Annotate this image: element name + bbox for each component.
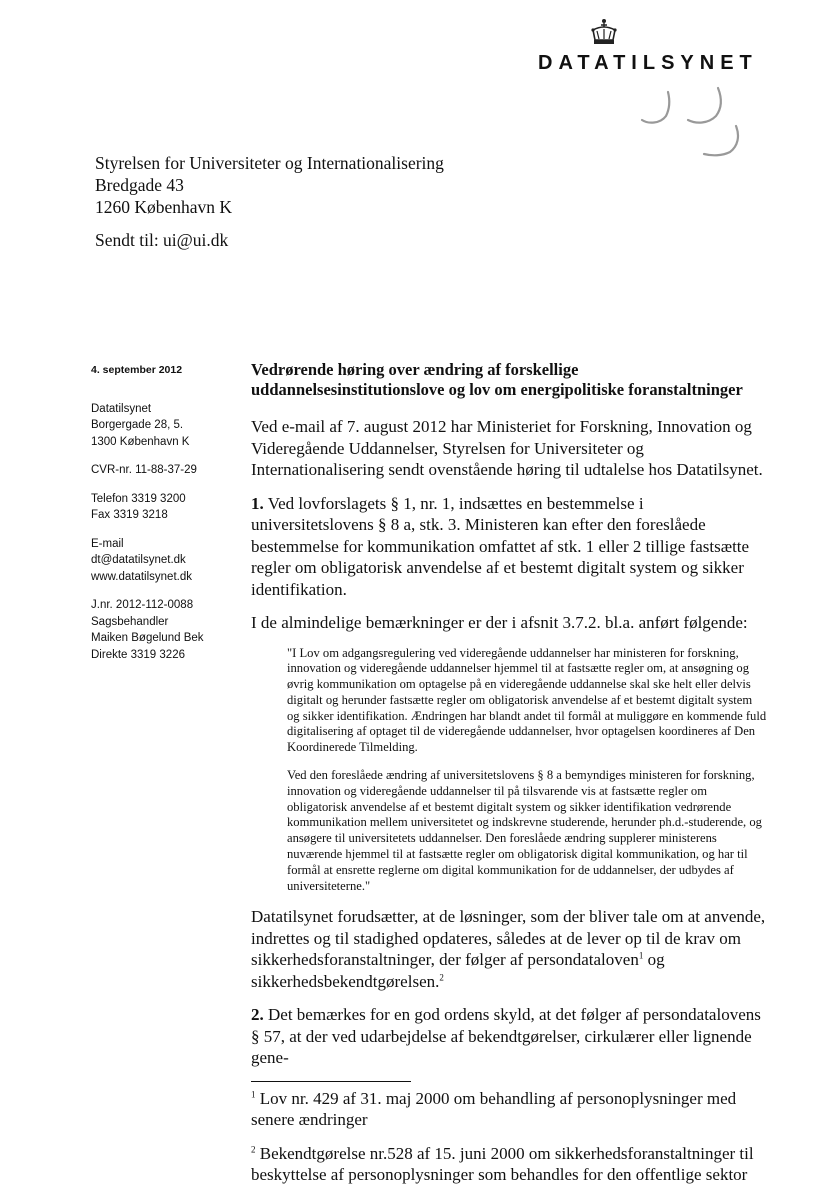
cvr-number: CVR-nr. 11-88-37-29 [91, 464, 197, 476]
recipient-address [95, 152, 444, 218]
direct-phone: Direkte 3319 3226 [91, 648, 185, 661]
recipient-line: Bredgade 43 [95, 175, 184, 195]
footnote [251, 1088, 767, 1131]
paragraph-1-number: 1. [251, 493, 264, 513]
paragraph-1 [251, 493, 767, 601]
logo-text: DATATILSYNET [538, 52, 758, 74]
paragraph-3 [251, 906, 767, 992]
intro-paragraph: Ved e-mail af 7. august 2012 har Ministeriet for Forskning, Innovation og Videregående Uddannelser, Styrelsen for Universiteter og Internationalisering sendt ovenstående høring til udtalelse hos Datatilsynet. [251, 417, 763, 479]
contact-block [91, 536, 241, 586]
quote-paragraph: "I Lov om adgangsregulering ved videregående uddannelser har ministeren for forskning, innovation og videregående uddannelser hjemmel til at fastsætte regler om, at ansøgning og øvrig kommunikation om optagelse på en videregående uddannelse skal ske helt eller delvis digitalt og herunder fastsætte regler om obligatorisk anvendelse af et bestemt digitalt system og sikker identifikation. Ændringen har blandt andet til formål at muliggøre en kommende fuld digitalisering af optaget til de videregående uddannelser, hvor optagelsen koordineres af Den Koordinerede Tilmelding. [287, 645, 767, 755]
paragraph-1-text: Ved lovforslagets § 1, nr. 1, indsættes en bestemmelse i universitetslovens § 8 a, stk. 3. Ministeren kan efter den foreslåede bestemmelse for kommunikation omfattet af stk. 1 eller 2 tillige fastsætte regler om obligatorisk anvendelse af et bestemt digitalt system og sikker identifikation. [251, 493, 750, 599]
sender-address-line: 1300 København K [91, 435, 190, 448]
letter-subject: Vedrørende høring over ændring af forskellige uddannelsesinstitutionslove og lov om energipolitiske foranstaltninger [251, 360, 743, 399]
footnote-number: 2 [251, 1144, 256, 1155]
letter-date: 4. september 2012 [91, 364, 183, 376]
paragraph-3-text: Datatilsynet forudsætter, at de løsninger, som der bliver tale om at anvende, indrettes og til stadighed opdateres, således at de lever op til de krav om sikkerhedsforanstaltninger, der følger af persondataloven [251, 907, 766, 970]
paragraph-2: I de almindelige bemærkninger er der i afsnit 3.7.2. bl.a. anført følgende: [251, 613, 748, 632]
case-number: J.nr. 2012-112-0088 [91, 599, 194, 611]
fax-number: Fax 3319 3218 [91, 509, 168, 521]
footnote-number: 1 [251, 1089, 256, 1100]
recipient-line: 1260 København K [95, 197, 233, 217]
email-address: dt@datatilsynet.dk [91, 554, 186, 566]
quotation [287, 646, 767, 895]
paragraph-4-text: Det bemærkes for en god ordens skyld, at det følger af persondatalovens § 57, at der ved udarbejdelse af bekendtgørelser, cirkulærer eller lignende gene- [251, 1005, 761, 1068]
case-handler-name: Maiken Bøgelund Bek [91, 632, 204, 644]
phone-block [91, 491, 241, 524]
footnote-divider [251, 1081, 411, 1082]
paragraph-4 [251, 1004, 767, 1069]
recipient-line: Styrelsen for Universiteter og Internationalisering [95, 153, 444, 173]
quote-paragraph: Ved den foreslåede ændring af universitetslovens § 8 a bemyndiges ministeren for forskning, innovation og videregående uddannelser til på tilsvarende vis at fastsætte regler om obligatorisk anvendelse af et bestemt digitalt system og sikker identifikation vedrørende kommunikation mellem universitetet og indskrevne studerende, herunder ph.d.-studerende, og ansøgere til universitetets uddannelser. Den foreslåede ændring supplerer ministerens nuværende hjemmel til at fastsætte regler om obligatorisk digital kommunikation, og har til formål at ensrette reglerne om digital kommunikation for de uddannelser, der udbydes af universiteterne." [287, 768, 762, 893]
footnote-text: Lov nr. 429 af 31. maj 2000 om behandling af personoplysninger med senere ændringer [251, 1088, 737, 1130]
email-label: E-mail [91, 537, 124, 550]
sender-sidebar [91, 362, 241, 675]
signature-mark [640, 86, 760, 158]
paragraph-3-text: og sikkerhedsbekendtgørelsen. [251, 950, 665, 991]
sent-to: Sendt til: ui@ui.dk [95, 230, 229, 250]
website: www.datatilsynet.dk [91, 570, 192, 583]
letter-body [251, 360, 767, 1198]
crown-icon [588, 18, 620, 48]
sender-address-line: Datatilsynet [91, 402, 152, 415]
footnote-ref: 2 [439, 972, 444, 983]
paragraph-4-number: 2. [251, 1005, 264, 1025]
case-block [91, 597, 241, 663]
sender-address-line: Borgergade 28, 5. [91, 419, 184, 431]
sender-address [91, 401, 241, 451]
footnote-ref: 1 [638, 950, 644, 961]
footnote-text: Bekendtgørelse nr.528 af 15. juni 2000 om sikkerhedsforanstaltninger til beskyttelse af personoplysninger som behandles for den offentlige sektor [251, 1143, 754, 1185]
case-handler-label: Sagsbehandler [91, 615, 169, 628]
phone-number: Telefon 3319 3200 [91, 492, 186, 505]
footnote [251, 1143, 767, 1186]
